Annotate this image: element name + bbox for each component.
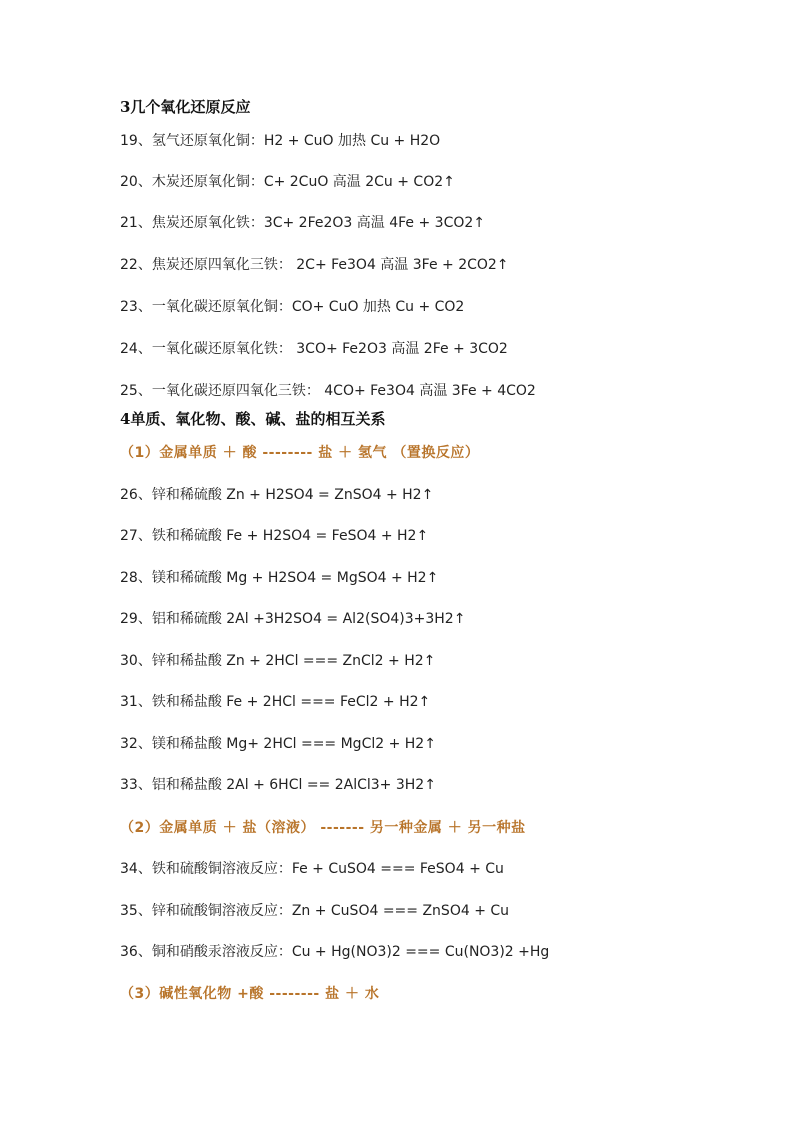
reaction-21: 21、焦炭还原氧化铁：3C+ 2Fe2O3 高温 4Fe + 3CO2↑	[120, 215, 485, 231]
reaction-30: 30、锌和稀盐酸 Zn + 2HCl === ZnCl2 + H2↑	[120, 653, 436, 669]
reaction-34: 34、铁和硫酸铜溶液反应：Fe + CuSO4 === FeSO4 + Cu	[120, 861, 504, 877]
reaction-20: 20、木炭还原氧化铜：C+ 2CuO 高温 2Cu + CO2↑	[120, 174, 455, 190]
reaction-23: 23、一氧化碳还原氧化铜：CO+ CuO 加热 Cu + CO2	[120, 299, 465, 315]
reaction-28: 28、镁和稀硫酸 Mg + H2SO4 = MgSO4 + H2↑	[120, 570, 439, 586]
subheading-metal-salt: （2）金属单质 ＋ 盐（溶液） ------- 另一种金属 ＋ 另一种盐	[120, 820, 526, 836]
section-heading-relations: 4单质、氧化物、酸、碱、盐的相互关系	[120, 410, 386, 428]
subheading-metal-acid: （1）金属单质 ＋ 酸 -------- 盐 ＋ 氢气 （置换反应）	[120, 445, 480, 461]
reaction-25: 25、一氧化碳还原四氧化三铁： 4CO+ Fe3O4 高温 3Fe + 4CO2	[120, 383, 536, 399]
reaction-19: 19、氢气还原氧化铜：H2 + CuO 加热 Cu + H2O	[120, 133, 441, 149]
reaction-36: 36、铜和硝酸汞溶液反应：Cu + Hg(NO3)2 === Cu(NO3)2 +Hg	[120, 944, 550, 960]
reaction-24: 24、一氧化碳还原氧化铁： 3CO+ Fe2O3 高温 2Fe + 3CO2	[120, 341, 508, 357]
subheading-basic-oxide-acid: （3）碱性氧化物 +酸 -------- 盐 ＋ 水	[120, 986, 380, 1002]
section-heading-redox: 3几个氧化还原反应	[120, 98, 251, 116]
reaction-29: 29、铝和稀硫酸 2Al +3H2SO4 = Al2(SO4)3+3H2↑	[120, 611, 466, 627]
reaction-31: 31、铁和稀盐酸 Fe + 2HCl === FeCl2 + H2↑	[120, 694, 431, 710]
reaction-32: 32、镁和稀盐酸 Mg+ 2HCl === MgCl2 + H2↑	[120, 736, 436, 752]
reaction-33: 33、铝和稀盐酸 2Al + 6HCl == 2AlCl3+ 3H2↑	[120, 777, 436, 793]
reaction-35: 35、锌和硫酸铜溶液反应：Zn + CuSO4 === ZnSO4 + Cu	[120, 903, 510, 919]
reaction-22: 22、焦炭还原四氧化三铁： 2C+ Fe3O4 高温 3Fe + 2CO2↑	[120, 257, 509, 273]
reaction-26: 26、锌和稀硫酸 Zn + H2SO4 = ZnSO4 + H2↑	[120, 487, 434, 503]
reaction-27: 27、铁和稀硫酸 Fe + H2SO4 = FeSO4 + H2↑	[120, 528, 429, 544]
